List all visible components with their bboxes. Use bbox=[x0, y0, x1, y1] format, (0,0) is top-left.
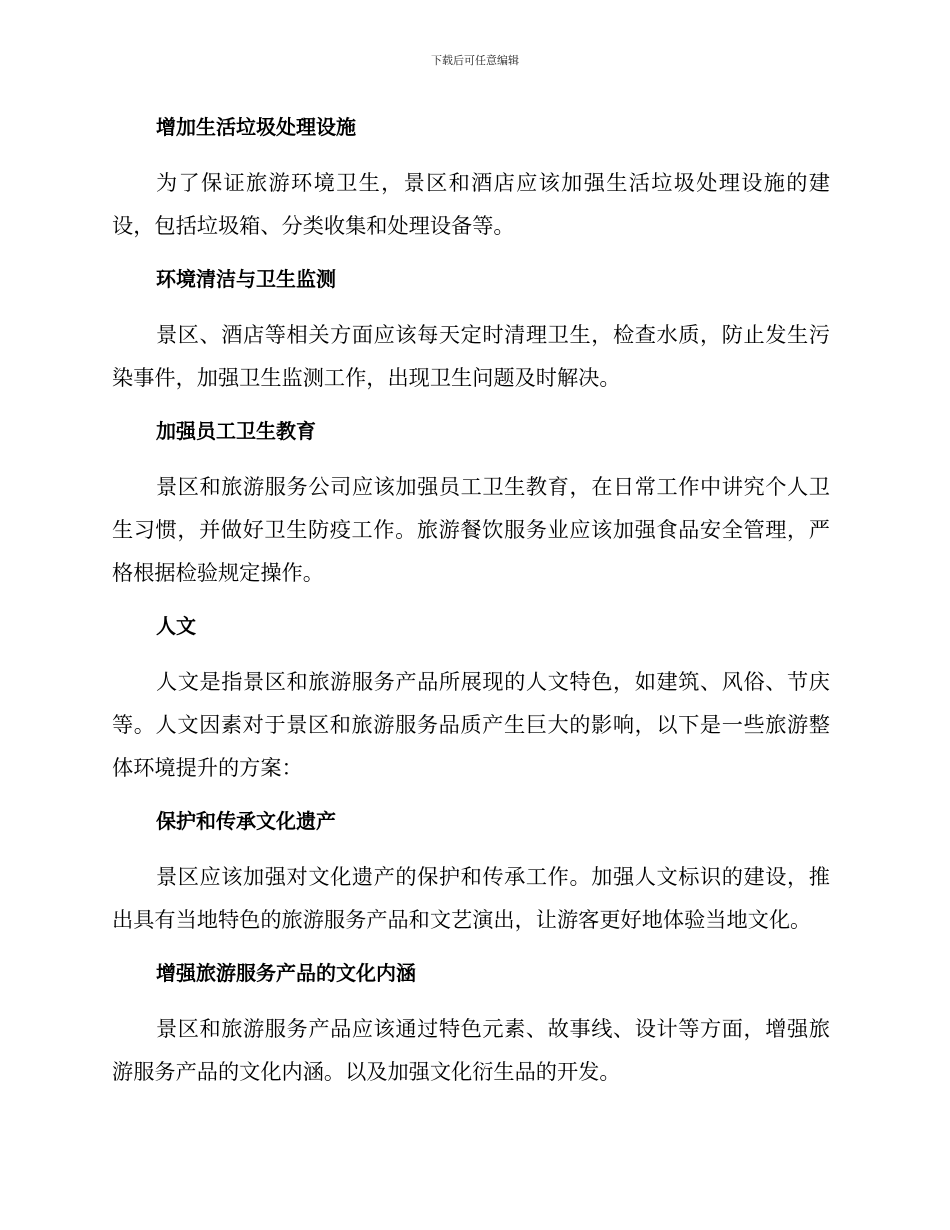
section-paragraph-heritage: 景区应该加强对文化遗产的保护和传承工作。加强人文标识的建设，推出具有当地特色的旅游服务产品和文艺演出，让游客更好地体验当地文化。 bbox=[112, 864, 830, 932]
section-paragraph-cultural-connotation: 景区和旅游服务产品应该通过特色元素、故事线、设计等方面，增强旅游服务产品的文化内涵。以及加强文化衍生品的开发。 bbox=[112, 1016, 830, 1084]
section-heading-garbage-facilities: 增加生活垃圾处理设施 bbox=[156, 115, 356, 139]
section-heading-cultural-connotation: 增强旅游服务产品的文化内涵 bbox=[156, 961, 416, 985]
document-body bbox=[112, 108, 830, 1093]
section-paragraph-humanities: 人文是指景区和旅游服务产品所展现的人文特色，如建筑、风俗、节庆等。人文因素对于景区和旅游服务品质产生巨大的影响，以下是一些旅游整体环境提升的方案： bbox=[112, 669, 830, 780]
section-heading-heritage: 保护和传承文化遗产 bbox=[156, 809, 336, 833]
section-paragraph-cleaning-monitoring: 景区、酒店等相关方面应该每天定时清理卫生，检查水质，防止发生污染事件，加强卫生监测工作，出现卫生问题及时解决。 bbox=[112, 322, 830, 390]
section-heading-humanities: 人文 bbox=[156, 614, 196, 638]
section-paragraph-garbage-facilities: 为了保证旅游环境卫生，景区和酒店应该加强生活垃圾处理设施的建设，包括垃圾箱、分类收集和处理设备等。 bbox=[112, 170, 830, 238]
section-paragraph-staff-hygiene: 景区和旅游服务公司应该加强员工卫生教育，在日常工作中讲究个人卫生习惯，并做好卫生防疫工作。旅游餐饮服务业应该加强食品安全管理，严格根据检验规定操作。 bbox=[112, 474, 830, 585]
section-heading-staff-hygiene: 加强员工卫生教育 bbox=[156, 419, 316, 443]
section-heading-cleaning-monitoring: 环境清洁与卫生监测 bbox=[156, 267, 336, 291]
page-header: 下载后可任意编辑 bbox=[431, 54, 519, 67]
